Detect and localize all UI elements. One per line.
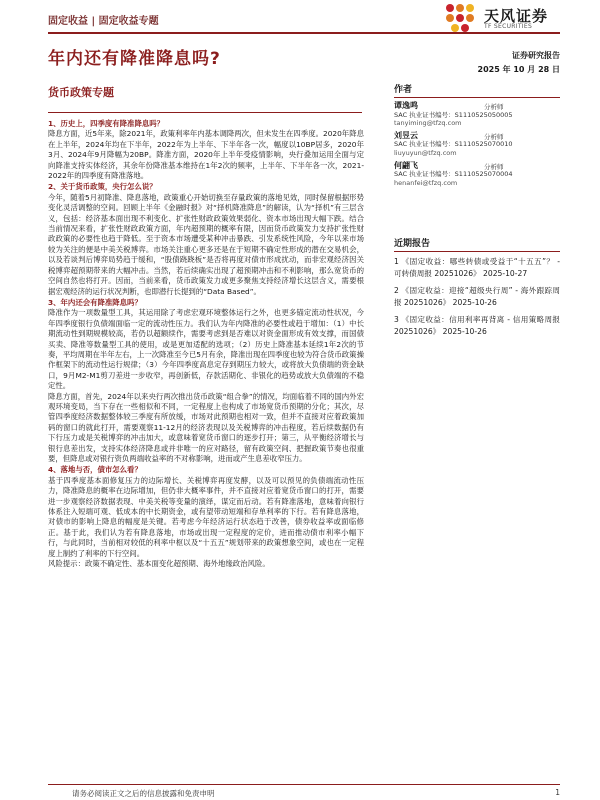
header-category: 固定收益 | 固定收益专题 bbox=[48, 16, 159, 27]
page-number: 1 bbox=[555, 788, 560, 797]
recent-report-link[interactable]: 3 《固定收益：信用利率再背离 - 信用策略周报 20251026》 2025-10-26 bbox=[394, 315, 560, 336]
author-panel bbox=[394, 82, 560, 191]
analyst-name: 刘昱云 bbox=[394, 130, 418, 140]
question-heading-4: 4、落地与否，债市怎么看？ bbox=[48, 465, 142, 475]
analyst-sac: SAC 执业证书编号：S1110525070004 bbox=[394, 170, 513, 179]
analyst-role: 分析师 bbox=[484, 103, 504, 111]
report-title: 年内还有降准降息吗? bbox=[48, 49, 221, 69]
footer-disclaimer: 请务必阅读正文之后的信息披露和免责申明 bbox=[72, 789, 215, 798]
paragraph-5: 基于四季度基本面修复压力的边际增长、关税博弈再度发酵，以及可以预见的负债端流动性压力，降准降息的概率在边际增加，但仍非大概率事件，并不直接对应着宽货币窗口的打开，需要进一步观察经济数据表现、中美关税等变量的演绎，谋定而后动。若有降准落地，意味着向银行体系注入短端可观、低成本的中长期资金，或有望带动短端和存单利率的下行。若有降息落地，对债市的影响上降息的幅度是关键。若考虑今年经济运行状态趋于改善，债券收益率或面临修正。基于此，我们认为若有降息落地，市场或出现一定程度的定价，进而推动债市利率小幅下行，与此同时，当前相对较低的利率中枢以及“十五五”规划带来的政策想象空间，或也在一定程度上制约了利率的下行空间。 bbox=[48, 475, 364, 558]
recent-report-link[interactable]: 1 《固定收益：哪些转债或受益于“十五五”？ - 可转债周报 20251026》 2025-10-27 bbox=[394, 257, 560, 278]
analyst-email[interactable]: tanyiming@tfzq.com bbox=[394, 119, 462, 128]
report-body bbox=[48, 118, 364, 786]
paragraph-1: 降息方面，近5年来，除2021年，政策利率年内基本调降两次，但未发生在四季度。2020年降息在上半年，2024年均在下半年，2022年为上半年、下半年各一次，幅度以10BP居多，2020年3月、2024年9月降幅为20BP。降准方面，2020年上半年受疫情影响，央行叠加运用全面与定向降准支持实体经济，其余年份降准基本维持在1年2次的频率，上半年、下半年各一次，2021-2022年的四季度有降准落地。 bbox=[48, 129, 364, 181]
paragraph-2: 今年，随着5月初降准、降息落地，政策重心开始切换至存量政策的落地见效，同时保留根据形势变化灵活调整的空间。回顾上半年《金融时报》对“择机降准降息”的解读，认为“择机”有三层含义，包括：经济基本面出现不利变化、扩张性财政政策效果弱化、资本市场出现大幅下跌。结合当前情况来看，扩张性财政政策方面，年内超预期的概率有限，因而货币政策发力支持扩张性财政政策的必要性也趋于降低。至于资本市场遭受某种冲击暴跌、引发系统性风险，今年以来市场较为关注的便是中美关税博弈。市场关注重心更多还是在于短期不确定性形成的潜在交易机会，以及若谈判后博弈局势趋于缓和，“股债跷跷板”是否将再度对债市形成扰动，而非宏观经济因关税博弈超预期带来的大幅冲击。当然，若后续确实出现了超预期冲击和不利影响，那么宽货币的空间自然也将打开。因而，当前来看，货币政策发力或更多聚焦支持经济增长这层含义，需要根据宏观经济的运行状况判断，也即潜行长提到的“Data Based”。 bbox=[48, 192, 364, 296]
analyst-email[interactable]: henanfei@tfzq.com bbox=[394, 178, 458, 187]
authors-heading: 作者 bbox=[394, 82, 560, 98]
analyst-sac: SAC 执业证书编号：S1110525070010 bbox=[394, 140, 513, 149]
analyst-email[interactable]: liuyuyun@tfzq.com bbox=[394, 148, 457, 157]
company-logo bbox=[442, 2, 562, 36]
recent-reports-heading: 近期报告 bbox=[394, 236, 560, 252]
analyst-name: 何翩飞 bbox=[394, 160, 418, 170]
risk-warning: 风险提示：政策不确定性、基本面变化超预期、海外地缘政治风险。 bbox=[48, 559, 270, 569]
report-date: 2025 年 10 月 28 日 bbox=[477, 65, 560, 74]
recent-report-link[interactable]: 2 《固定收益：迎接“超级央行周” - 海外跟踪周报 20251026》 2025-10-26 bbox=[394, 286, 560, 307]
section-heading: 货币政策专题 bbox=[48, 86, 114, 99]
paragraph-4: 降息方面，首先，2024年以来央行两次推出货币政策“组合拳”的情况，均面临着不同的国内外宏观环境变局，当下存在一些相似和不同，一定程度上也构成了市场宽货币预期的分化；其次，尽管四季度经济数据整体较三季度有所放缓，市场对此预期也相对一致，但并不直接对应着政策加码的窗口的就此打开，需要观察11-12月的经济表现以及关税博弈的冲击程度，若后续数据仍有下行压力或是关税博弈的冲击加大，或意味着宽货币窗口的逐步打开；第三，从平衡经济增长与银行息差出发，支持实体经济降息或并非唯一的应对路径，留有政策空间、把握政策节奏也很重要，但降息或对银行资负两端收益率的不对称影响，进而或产生息差收窄压力。 bbox=[48, 391, 364, 463]
report-type: 证券研究报告 bbox=[512, 51, 560, 60]
footer-divider bbox=[48, 784, 560, 785]
logo-name-en: TF SECURITIES bbox=[484, 23, 533, 30]
analyst-card bbox=[394, 132, 560, 158]
question-heading-2: 2、关于货币政策，央行怎么说？ bbox=[48, 182, 157, 192]
analyst-card bbox=[394, 162, 560, 188]
analyst-card bbox=[394, 102, 560, 128]
paragraph-3: 降准作为一项数量型工具，其运用除了考虑宏观环境整体运行之外，也更多锚定流动性状况，今年四季度银行负债端面临一定的流动性压力。我们认为年内降准的必要性或趋于增加：（1）中长期流动性到期规模较高，若仍以超额续作，需要考虑到是否难以对资金面形成有效支撑，而国债买卖、降准等数量型工具的使用，或是更加适配的选项；（2）历史上降准基本延续1年2次的节奏，平均周期在半年左右，上一次降准至今已5月有余，降准出现在四季度也较为符合货币政策操作框架下的流动性运行规律；（3）今年四季度高息定存到期压力较大，或将放大负债端的资金缺口，9月M2-M1剪刀差进一步收窄，再创新低，存款活期化、非银化的趋势或放大负债端的不稳定性。 bbox=[48, 308, 364, 391]
analyst-name: 谭逸鸣 bbox=[394, 101, 418, 110]
header-divider bbox=[48, 32, 560, 34]
section-divider bbox=[48, 112, 362, 113]
recent-reports-panel bbox=[394, 236, 560, 343]
analyst-role: 分析师 bbox=[484, 162, 504, 171]
logo-mark-icon bbox=[442, 2, 478, 34]
analyst-sac: SAC 执业证书编号：S1110525050005 bbox=[394, 110, 513, 119]
logo-name-cn: 天风证券 bbox=[484, 7, 549, 25]
question-heading-3: 3、年内还会有降准降息吗？ bbox=[48, 297, 142, 307]
analyst-role: 分析师 bbox=[484, 132, 504, 141]
question-heading-1: 1、历史上，四季度有降准降息吗？ bbox=[48, 119, 165, 128]
